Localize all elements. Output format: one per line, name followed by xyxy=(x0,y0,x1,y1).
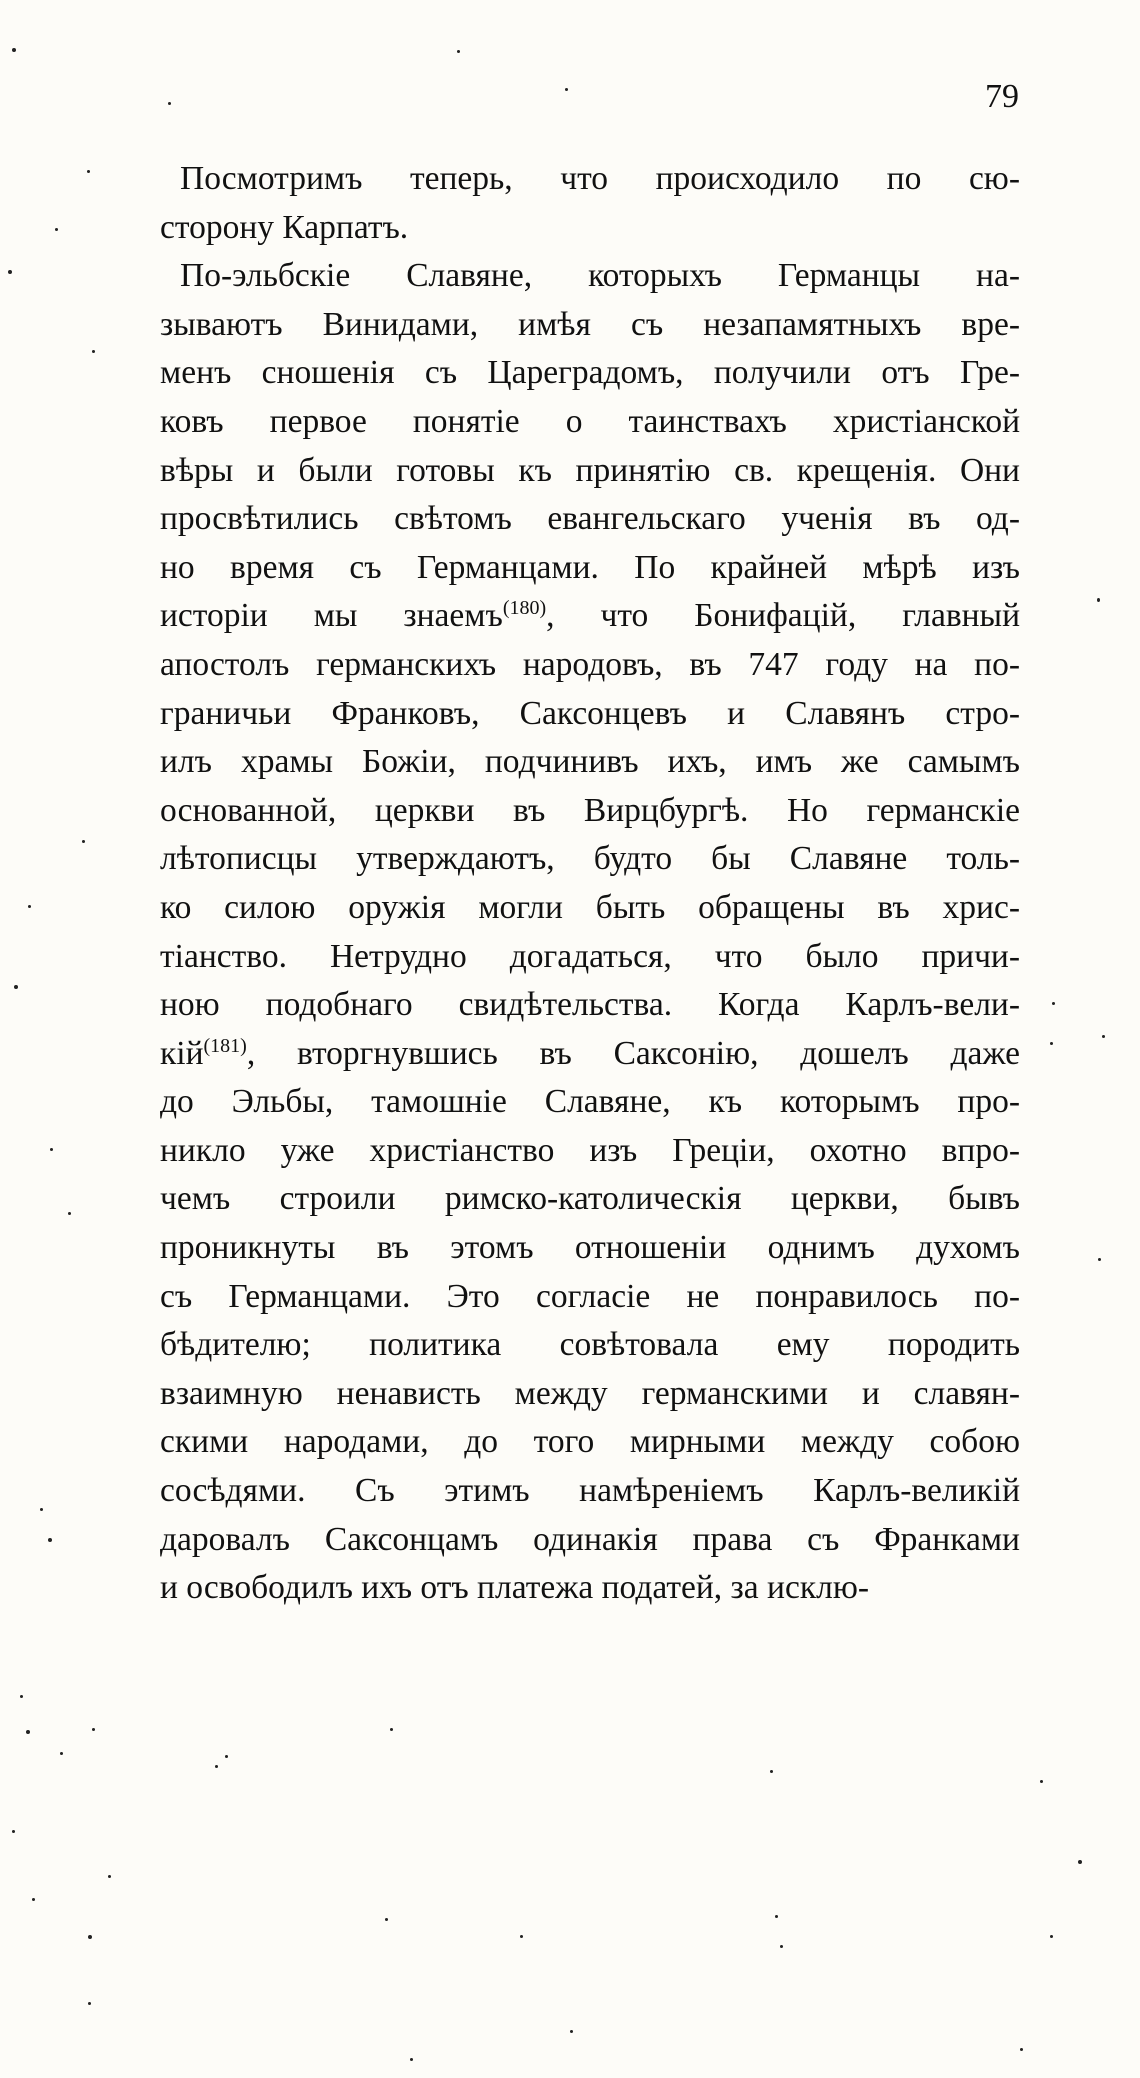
text-line: и освободилъ ихъ отъ платежа податей, за исклю- xyxy=(160,1569,869,1607)
text-line: вѣры и были готовы къ принятію св. крещенія. Они xyxy=(160,451,1020,489)
scan-speck xyxy=(32,1898,35,1901)
scan-speck xyxy=(775,1915,778,1918)
scan-speck xyxy=(26,1730,30,1734)
scan-speck xyxy=(215,1765,218,1768)
scan-speck xyxy=(1050,1042,1053,1045)
text-line: Посмотримъ теперь, что происходило по сю- xyxy=(180,160,1020,197)
scan-speck xyxy=(1050,1935,1053,1938)
page-number: 79 xyxy=(985,78,1019,115)
text-fragment: исторіи мы знаемъ xyxy=(160,597,503,635)
scan-speck xyxy=(565,88,568,91)
text-line: но время съ Германцами. По крайней мѣрѣ изъ xyxy=(160,548,1020,586)
scan-speck xyxy=(12,48,16,52)
text-line: менъ сношенія съ Цареградомъ, получили отъ Гре- xyxy=(160,354,1020,392)
text-line: сосѣдями. Съ этимъ намѣреніемъ Карлъ-великій xyxy=(160,1472,1020,1510)
scan-speck xyxy=(385,1918,388,1921)
scan-speck xyxy=(28,905,31,908)
footnote-ref-180: (180) xyxy=(502,597,547,620)
scan-speck xyxy=(40,1508,43,1511)
scan-speck xyxy=(520,1935,523,1938)
text-line: взаимную ненависть между германскими и славян- xyxy=(160,1374,1020,1412)
text-line: чемъ строили римско-католическія церкви, бывъ xyxy=(160,1180,1020,1218)
scan-speck xyxy=(12,1830,15,1833)
scan-speck xyxy=(1052,1002,1055,1005)
scan-speck xyxy=(770,1770,773,1773)
text-line: даровалъ Саксонцамъ одинакія права съ Франками xyxy=(160,1520,1020,1558)
scan-speck xyxy=(1020,2048,1023,2051)
scan-speck xyxy=(1098,1258,1101,1261)
page-body-text xyxy=(160,155,1020,1613)
text-line: зываютъ Винидами, имѣя съ незапамятныхъ вре- xyxy=(160,305,1020,343)
text-line: апостолъ германскихъ народовъ, въ 747 году на по- xyxy=(160,645,1020,683)
text-line: граничьи Франковъ, Саксонцевъ и Славянъ стро- xyxy=(160,694,1020,732)
text-line: По-эльбскіе Славяне, которыхъ Германцы на- xyxy=(180,257,1020,295)
scan-speck xyxy=(168,102,171,105)
scan-speck xyxy=(457,50,460,53)
text-line: лѣтописцы утверждаютъ, будто бы Славяне толь- xyxy=(160,840,1020,878)
scan-speck xyxy=(1078,1860,1082,1864)
scan-speck xyxy=(225,1755,228,1758)
footnote-ref-181: (181) xyxy=(203,1034,247,1057)
scan-speck xyxy=(108,1875,111,1878)
scan-speck xyxy=(8,270,12,274)
text-line: ною подобнаго свидѣтельства. Когда Карлъ-вели- xyxy=(160,986,1020,1024)
scan-speck xyxy=(92,350,95,353)
text-line: скими народами, до того мирными между собою xyxy=(160,1423,1020,1461)
scan-speck xyxy=(50,1148,53,1151)
text-line: основанной, церкви въ Вирцбургѣ. Но германскіе xyxy=(160,791,1020,829)
text-line: ко силою оружія могли быть обращены въ хрис- xyxy=(160,888,1020,926)
scan-speck xyxy=(20,1695,23,1698)
scan-speck xyxy=(88,1935,92,1939)
text-line: просвѣтились свѣтомъ евангельскаго ученія въ од- xyxy=(160,500,1020,538)
text-line: проникнуты въ этомъ отношеніи однимъ духомъ xyxy=(160,1229,1020,1267)
scan-speck xyxy=(92,1728,95,1731)
text-line-with-footnote xyxy=(160,592,1020,641)
text-line-with-footnote xyxy=(160,1030,1020,1079)
scan-speck xyxy=(60,1752,63,1755)
text-line: сторону Карпатъ. xyxy=(160,208,409,246)
scan-speck xyxy=(570,2030,573,2033)
text-line: съ Германцами. Это согласіе не понравилось по- xyxy=(160,1277,1020,1315)
scan-speck xyxy=(780,1945,783,1948)
text-line: бѣдителю; политика совѣтовала ему породить xyxy=(160,1326,1020,1364)
scan-speck xyxy=(82,840,85,843)
scan-speck xyxy=(88,2002,91,2005)
text-line: никло уже христіанство изъ Греціи, охотно впро- xyxy=(160,1131,1020,1169)
scan-speck xyxy=(1097,598,1100,602)
text-line: ковъ первое понятіе о таинствахъ христіанской xyxy=(160,402,1020,440)
text-fragment: , что Бонифацій, главный xyxy=(546,597,1020,635)
scan-speck xyxy=(48,1538,52,1542)
scan-speck xyxy=(410,2058,413,2061)
scan-speck xyxy=(87,170,90,173)
scan-speck xyxy=(68,1212,71,1215)
text-fragment: , вторгнувшись въ Саксонію, дошелъ даже xyxy=(246,1034,1020,1072)
text-line: до Эльбы, тамошніе Славяне, къ которымъ про- xyxy=(160,1083,1020,1121)
text-line: тіанство. Нетрудно догадаться, что было причи- xyxy=(160,937,1020,975)
scan-speck xyxy=(1102,1035,1105,1038)
text-line: илъ храмы Божіи, подчинивъ ихъ, имъ же самымъ xyxy=(160,743,1020,781)
scan-speck xyxy=(14,985,18,989)
scan-speck xyxy=(55,228,58,231)
text-fragment: кій xyxy=(160,1034,204,1072)
scan-speck xyxy=(1040,1780,1043,1783)
scan-speck xyxy=(390,1728,393,1731)
